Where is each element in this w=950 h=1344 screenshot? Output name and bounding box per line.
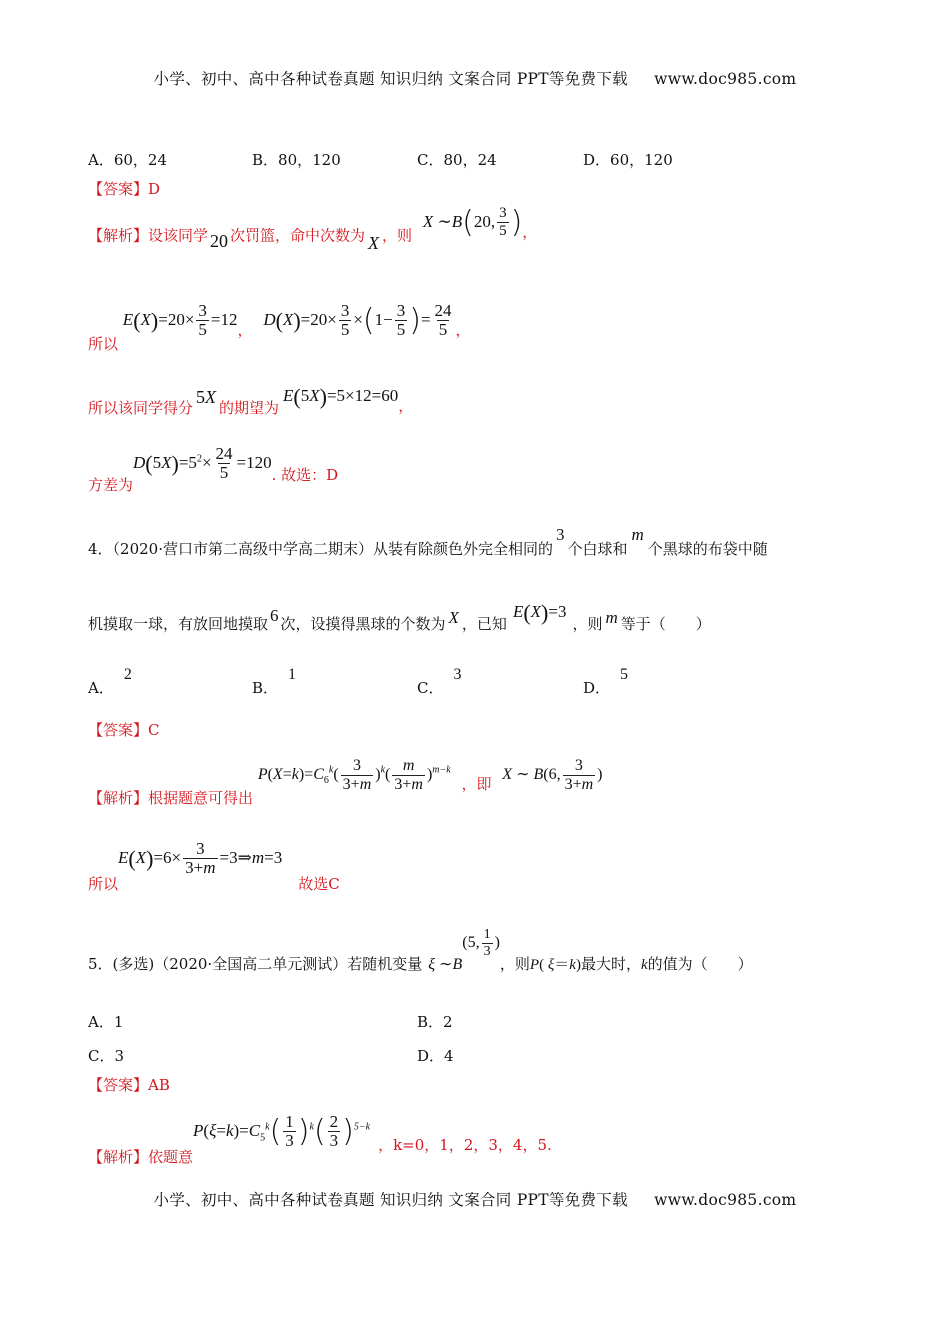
analysis-text: 依题意 bbox=[148, 1147, 194, 1166]
question-text: 次，设摸得黑球的个数为 bbox=[280, 614, 446, 633]
option-value: 1 bbox=[288, 666, 297, 683]
question-text: ，则 bbox=[499, 955, 530, 974]
option-letter: C． bbox=[417, 679, 444, 697]
page-footer: 小学、初中、高中各种试卷真题 知识归纳 文案合同 PPT等免费下载 www.doc985.com bbox=[153, 1191, 797, 1209]
q3-analysis-line2: 所以 E(X)=20× $\frac{3}{5}$ =12， D(X)=20× $\frac{3}{5}$ ×(1− $\frac{3}{5}$ )= $\frac{24}{5}$ ， bbox=[88, 301, 471, 353]
analysis-text: 的期望为 bbox=[219, 399, 280, 417]
question-text: 最大时， bbox=[580, 955, 641, 974]
analysis-text: 次罚篮，命中次数为 bbox=[230, 226, 366, 245]
analysis-text: ，则 bbox=[382, 226, 413, 245]
analysis-text: 所以 bbox=[88, 874, 119, 893]
q4-stem-line1 bbox=[88, 525, 768, 558]
math-expectation: E(X)=20× $\frac{3}{5}$ =12 bbox=[122, 301, 238, 339]
analysis-text: 故选C bbox=[298, 874, 340, 893]
math-xi-binomial: ξ ∼B(5, $\frac{1}{3}$ ) bbox=[428, 927, 500, 974]
question-text: ，则 bbox=[572, 614, 603, 633]
analysis-label: 【解析】 bbox=[88, 1147, 149, 1166]
question-text: 个黑球的布袋中随 bbox=[647, 540, 768, 558]
analysis-text: 所以 bbox=[88, 334, 119, 353]
math-e5x: E(5X)=5×12=60 bbox=[283, 384, 399, 410]
option-letter: B． bbox=[252, 679, 279, 697]
math-x: X bbox=[368, 232, 380, 253]
math-5x: 5X bbox=[196, 387, 217, 407]
option-letter: D． bbox=[583, 679, 611, 697]
q4-analysis-line2 bbox=[88, 839, 340, 893]
option-value: 3 bbox=[453, 666, 462, 683]
q3-answer bbox=[88, 182, 160, 197]
math-solve-m: E(X)=6× $\frac{3}{3+m}$ =3⇒m=3 bbox=[118, 839, 283, 877]
math-pmf-xi: $P(\xi=k)=C_5^k$( $\frac{1}{3}$ )$^k$( $\frac{2}{3}$ )$^{5-k}$ bbox=[193, 1112, 371, 1150]
answer-label: 【答案】 bbox=[88, 180, 149, 198]
q5-option-b: B．2 bbox=[417, 1013, 453, 1031]
math-20: 20 bbox=[210, 230, 229, 251]
question-text: 等于（ ） bbox=[620, 614, 711, 633]
q4-analysis-line1 bbox=[88, 757, 603, 808]
q3-analysis-line3: 所以该同学得分5X的期望为E(5X)=5×12=60， bbox=[88, 384, 414, 417]
q4-option-a bbox=[88, 666, 132, 698]
page-header: 小学、初中、高中各种试卷真题 知识归纳 文案合同 PPT等免费下载 www.doc985.com bbox=[153, 70, 797, 88]
q5-analysis bbox=[88, 1112, 552, 1166]
question-text: 的值为（ ） bbox=[647, 955, 753, 974]
answer-value: C bbox=[148, 721, 160, 739]
math-6: 6 bbox=[270, 605, 279, 625]
q3-option-d: D．60，120 bbox=[583, 151, 673, 169]
answer-value: AB bbox=[148, 1076, 170, 1094]
analysis-text: 所以该同学得分 bbox=[88, 399, 194, 417]
q3-option-c: C．80，24 bbox=[417, 151, 497, 169]
question-text: 4．（2020·营口市第二高级中学高二期末）从装有除颜色外完全相同的 bbox=[88, 540, 553, 558]
option-letter: A． bbox=[88, 679, 114, 697]
math-d5x: $D(5X)=5^2\times$ $\frac{24}{5}$ =120 bbox=[133, 444, 272, 482]
math-ex-3: E(X)=3 bbox=[512, 600, 567, 625]
question-text: 机摸取一球，有放回地摸取 bbox=[88, 614, 269, 633]
question-text: ，已知 bbox=[461, 614, 507, 633]
math-binomial-6: X ∼ B(6, $\frac{3}{3+m}$ ) bbox=[502, 757, 603, 793]
analysis-text: ，即 bbox=[461, 775, 492, 794]
option-value: 5 bbox=[620, 666, 629, 683]
question-text: 5．(多选)（2020·全国高二单元测试）若随机变量 bbox=[88, 955, 423, 974]
answer-value: D bbox=[148, 180, 161, 198]
analysis-text: 方差为 bbox=[88, 475, 134, 494]
q4-stem-line2 bbox=[88, 600, 711, 636]
q5-option-c: C．3 bbox=[88, 1047, 125, 1065]
q3-analysis-line4 bbox=[88, 444, 339, 494]
q3-option-a: A．60，24 bbox=[88, 151, 168, 169]
analysis-text: ，k=0，1，2，3，4，5. bbox=[378, 1135, 552, 1154]
math-x: X bbox=[448, 607, 459, 627]
q5-stem bbox=[88, 927, 753, 974]
answer-label: 【答案】 bbox=[88, 721, 149, 739]
answer-label: 【答案】 bbox=[88, 1076, 149, 1094]
q3-option-b: B．80，120 bbox=[252, 151, 341, 169]
question-text: 个白球和 bbox=[567, 540, 628, 558]
math-3: 3 bbox=[556, 525, 565, 544]
q4-option-b bbox=[252, 666, 297, 698]
q5-option-a: A．1 bbox=[88, 1013, 124, 1031]
q5-answer bbox=[88, 1078, 170, 1093]
q3-analysis-line1: 【解析】设该同学 20 次罚篮，命中次数为 X ，则 X ∼B(20, $\frac{3}{5}$ )， bbox=[88, 204, 538, 253]
analysis-text: 设该同学 bbox=[148, 226, 209, 245]
analysis-text: . 故选：D bbox=[271, 465, 339, 484]
analysis-label: 【解析】 bbox=[88, 226, 149, 245]
analysis-text: 根据题意可得出 bbox=[148, 789, 254, 808]
math-p-xi-k: P( ξ＝k) bbox=[529, 957, 581, 974]
q5-option-d: D．4 bbox=[417, 1047, 454, 1065]
q4-answer bbox=[88, 723, 160, 738]
math-pmf: $P(X=k)=C_6^k$( $\frac{3}{3+m}$ )$^k$( $\frac{m}{3+m}$ )$^{m-k}$ bbox=[257, 757, 451, 793]
analysis-label: 【解析】 bbox=[88, 789, 149, 808]
q4-option-c bbox=[417, 666, 462, 698]
q4-option-d bbox=[583, 666, 629, 698]
math-k: k bbox=[640, 957, 648, 974]
math-binomial-20-3-5: X ∼B(20, $\frac{3}{5}$ ) bbox=[422, 204, 523, 240]
math-m: m bbox=[631, 525, 644, 544]
math-m: m bbox=[605, 607, 618, 627]
option-value: 2 bbox=[123, 666, 132, 683]
math-variance: D(X)=20× $\frac{3}{5}$ ×(1− $\frac{3}{5}$ )= $\frac{24}{5}$ bbox=[263, 301, 452, 339]
